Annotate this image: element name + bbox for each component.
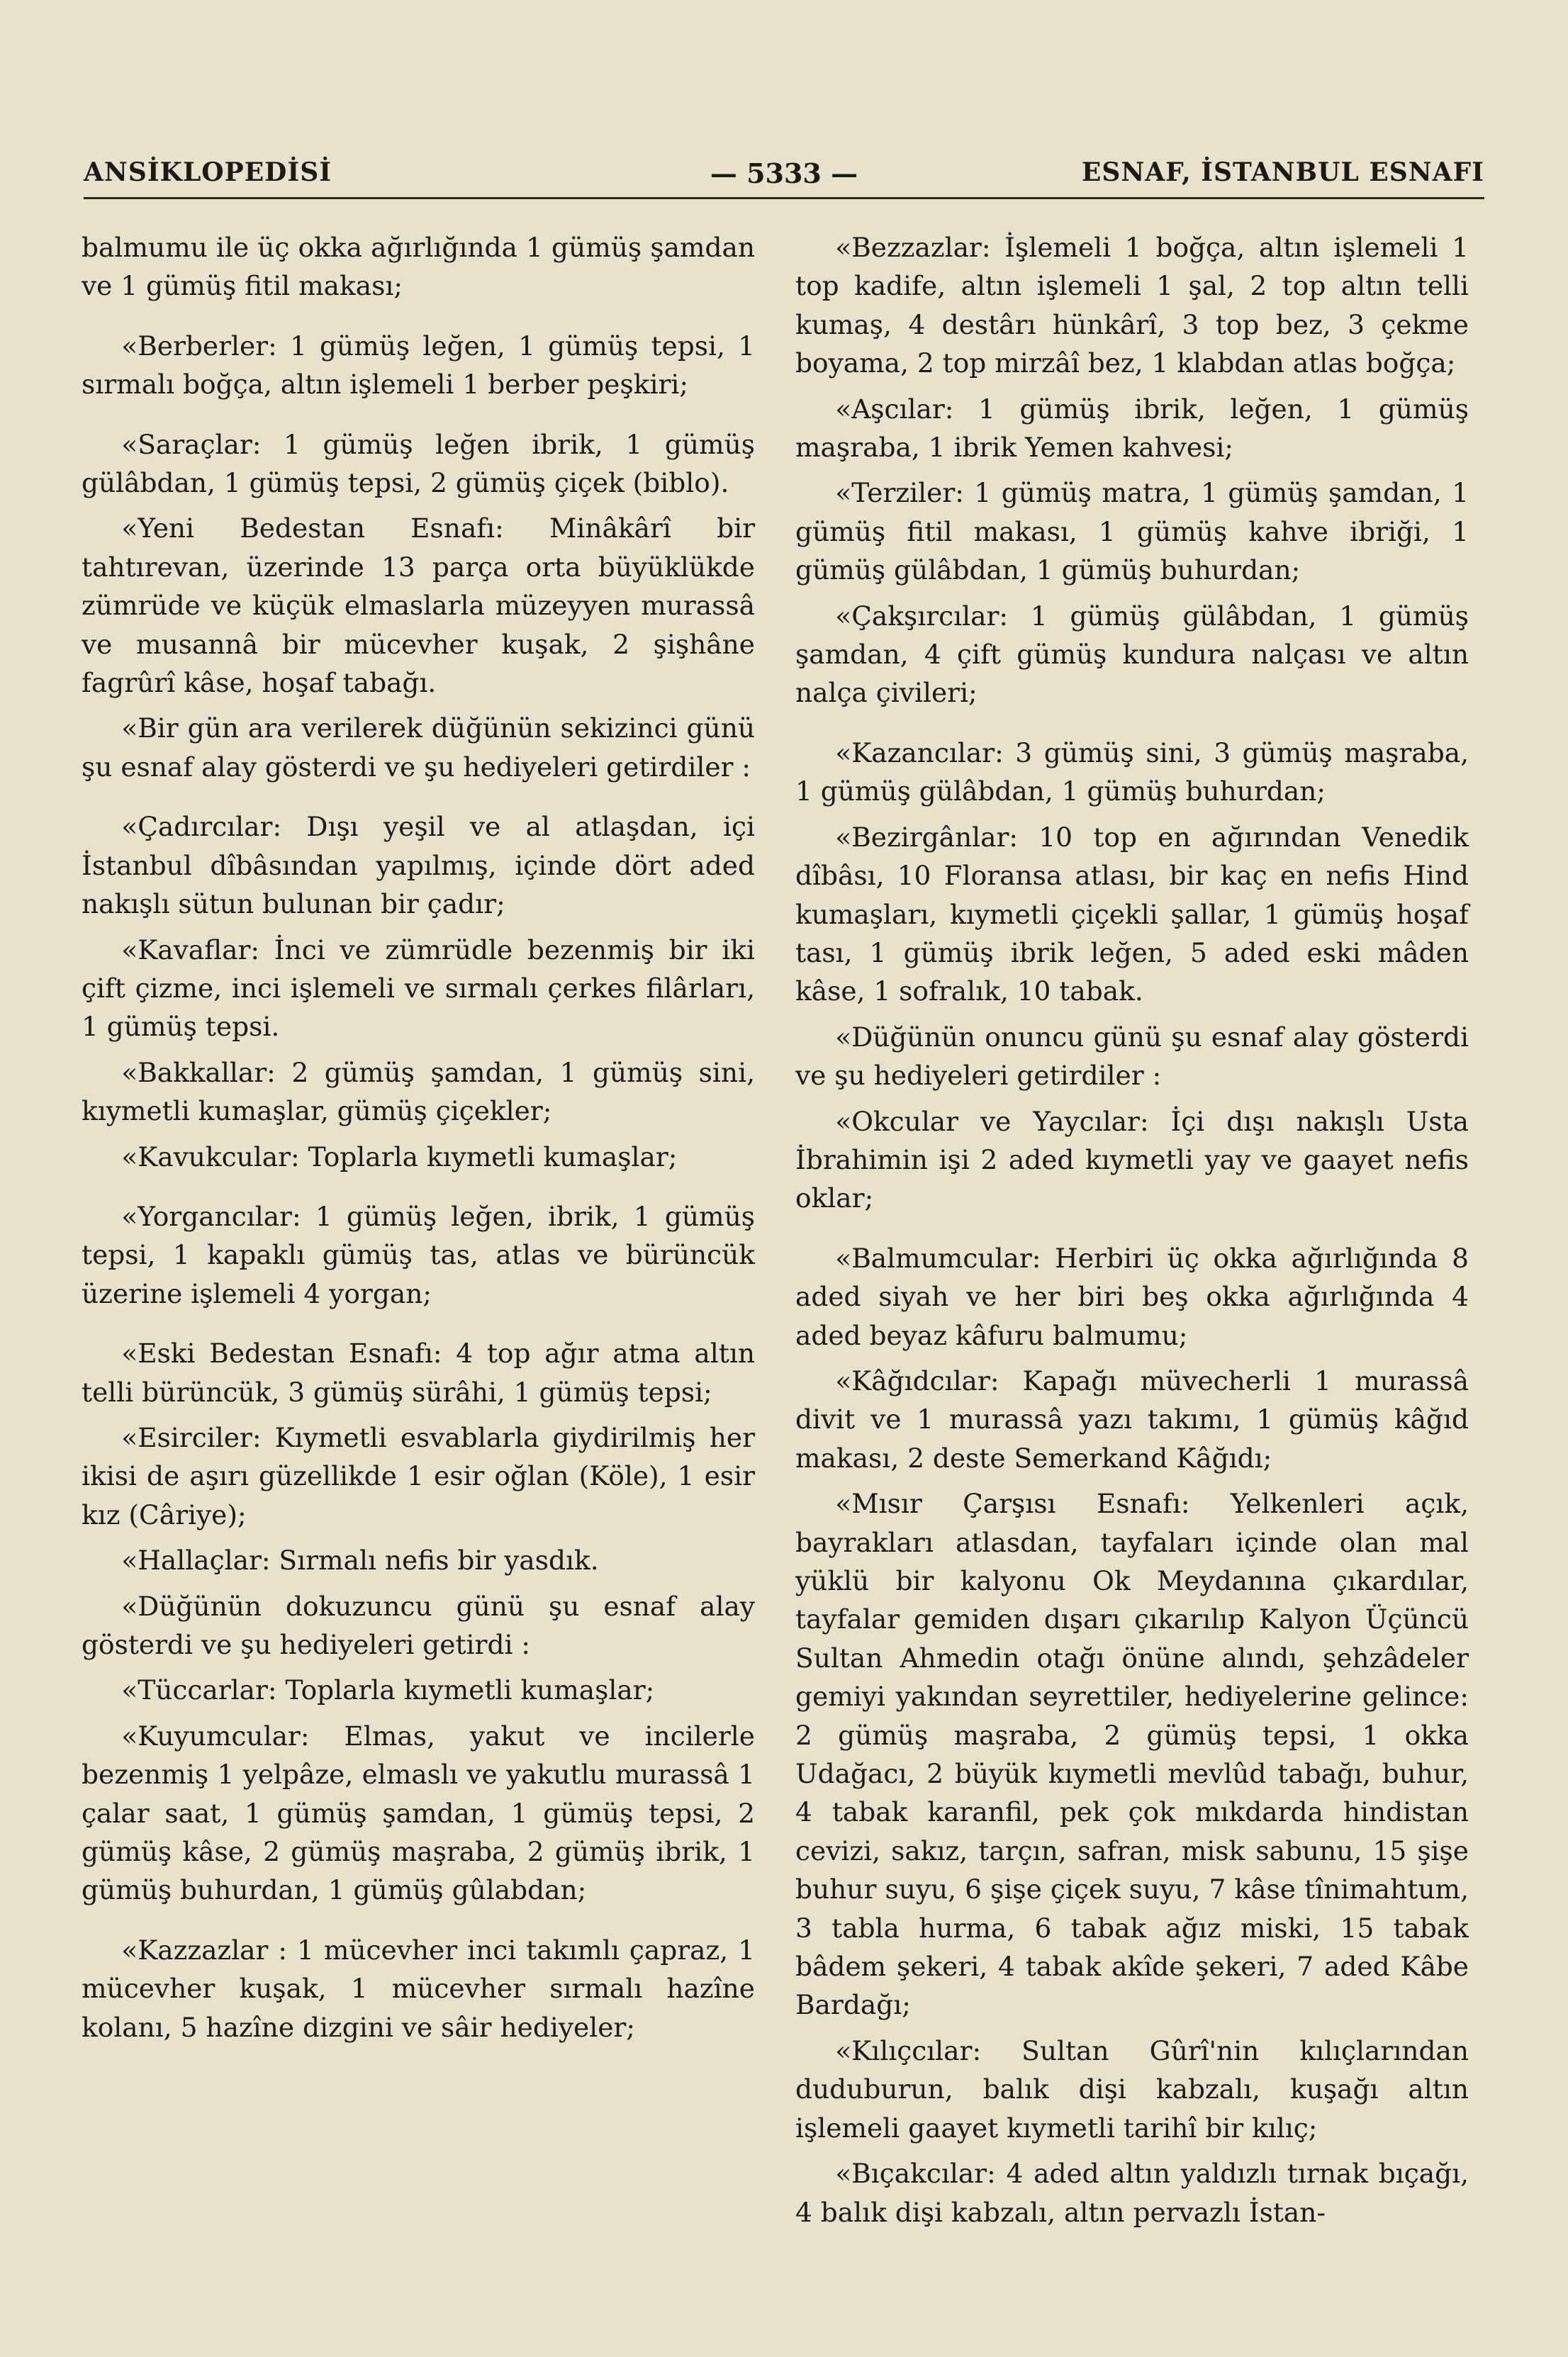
- paragraph: balmumu ile üç okka ağırlığında 1 gümüş şamdan ve 1 gümüş fitil makası;: [82, 232, 755, 302]
- paragraph: «Aşcılar: 1 gümüş ibrik, leğen, 1 gümüş maşraba, 1 ibrik Yemen kahvesi;: [795, 393, 1469, 464]
- paragraph: «Düğünün dokuzuncu günü şu esnaf alay gösterdi ve şu hediyeleri getirdi :: [82, 1590, 755, 1660]
- paragraph: «Çakşırcılar: 1 gümüş gülâbdan, 1 gümüş şamdan, 4 çift gümüş kundura nalçası ve altın nalça çivileri;: [795, 600, 1469, 709]
- paragraph: «Kavaflar: İnci ve zümrüdle bezenmiş bir iki çift çizme, inci işlemeli ve sırmalı çerkes filârları, 1 gümüş tepsi.: [82, 934, 755, 1043]
- paragraph: «Düğünün onuncu günü şu esnaf alay gösterdi ve şu hediyeleri getirdiler :: [795, 1021, 1469, 1092]
- paragraph: «Yorgancılar: 1 gümüş leğen, ibrik, 1 gümüş tepsi, 1 kapaklı gümüş tas, atlas ve bürüncük üzerine işlemeli 4 yorgan;: [82, 1200, 755, 1309]
- paragraph: «Bezirgânlar: 10 top en ağırından Venedik dîbâsı, 10 Floransa atlası, bir kaç en nefis Hind kumaşları, kıymetli çiçekli şallar, 1 gümüş hoşaf tası, 1 gümüş ibrik leğen, 5 aded eski mâden kâse, 1 sofralık, 10 tabak.: [795, 821, 1469, 1007]
- header-right-title: ESNAF, İSTANBUL ESNAFI: [1081, 157, 1484, 187]
- paragraph: «Tüccarlar: Toplarla kıymetli kumaşlar;: [121, 1674, 655, 1706]
- header-rule: [84, 197, 1484, 199]
- running-header: [84, 157, 1484, 200]
- paragraph: «Çadırcılar: Dışı yeşil ve al atlaşdan, içi İstanbul dîbâsından yapılmış, içinde dört aded nakışlı sütun bulunan bir çadır;: [82, 811, 755, 920]
- header-left-title: ANSİKLOPEDİSİ: [84, 157, 332, 187]
- paragraph: «Terziler: 1 gümüş matra, 1 gümüş şamdan, 1 gümüş fitil makası, 1 gümüş kahve ibriği, 1 gümüş gülâbdan, 1 gümüş buhurdan;: [795, 477, 1469, 586]
- right-column: [795, 228, 1469, 2239]
- paragraph: «Bakkallar: 2 gümüş şamdan, 1 gümüş sini, kıymetli kumaşlar, gümüş çiçekler;: [82, 1056, 755, 1127]
- paragraph: «Bıçakcılar: 4 aded altın yaldızlı tırnak bıçağı, 4 balık dişi kabzalı, altın pervazlı İstan-: [795, 2158, 1469, 2228]
- paragraph: «Yeni Bedestan Esnafı: Minâkârî bir tahtırevan, üzerinde 13 parça orta büyüklükde zümrüde ve küçük elmaslarla müzeyyen murassâ ve musannâ bir mücevher kuşak, 2 şişhâne fagrûrî kâse, hoşaf tabağı.: [82, 513, 755, 699]
- paragraph: «Okcular ve Yaycılar: İçi dışı nakışlı Usta İbrahimin işi 2 aded kıymetli yay ve gaayet nefis oklar;: [795, 1105, 1469, 1214]
- paragraph: «Kuyumcular: Elmas, yakut ve incilerle bezenmiş 1 yelpâze, elmaslı ve yakutlu murassâ 1 çalar saat, 1 gümüş şamdan, 1 gümüş tepsi, 2 gümüş kâse, 2 gümüş maşraba, 2 gümüş ibrik, 1 gümüş buhurdan, 1 gümüş gûlabdan;: [82, 1720, 755, 1906]
- paragraph: «Kavukcular: Toplarla kıymetli kumaşlar;: [121, 1141, 678, 1172]
- left-column: [82, 228, 755, 2054]
- paragraph: «Mısır Çarşısı Esnafı: Yelkenleri açık, bayrakları atlasdan, tayfaları içinde olan mal yüklü bir kalyonu Ok Meydanına çıkardılar, tayfalar gemiden dışarı çıkarılıp Kalyon Üçüncü Sultan Ahmedin otağı önüne alındı, şehzâdeler gemiyi yakından seyrettiler, hediyelerine gelince: 2 gümüş maşraba, 2 gümüş tepsi, 1 okka Udağacı, 2 büyük kıymetli mevlûd tabağı, buhur, 4 tabak karanfil, pek çok mıkdarda hindistan cevizi, sakız, tarçın, safran, misk sabunu, 15 şişe buhur suyu, 6 şişe çiçek suyu, 7 kâse tînimahtum, 3 tabla hurma, 6 tabak ağız miski, 15 tabak bâdem şekeri, 4 tabak akîde şekeri, 7 aded Kâbe Bardağı;: [795, 1488, 1469, 2021]
- paragraph: «Kâğıdcılar: Kapağı müvecherli 1 murassâ divit ve 1 murassâ yazı takımı, 1 gümüş kâğıd makası, 2 deste Semerkand Kâğıdı;: [795, 1365, 1469, 1474]
- paragraph: «Saraçlar: 1 gümüş leğen ibrik, 1 gümüş gülâbdan, 1 gümüş tepsi, 2 gümüş çiçek (biblo).: [82, 428, 755, 499]
- paragraph: «Bir gün ara verilerek düğünün sekizinci günü şu esnaf alay gösterdi ve şu hediyeleri getirdiler :: [82, 712, 755, 783]
- paragraph: «Berberler: 1 gümüş leğen, 1 gümüş tepsi, 1 sırmalı boğça, altın işlemeli 1 berber peşkiri;: [82, 330, 755, 401]
- paragraph: «Balmumcular: Herbiri üç okka ağırlığında 8 aded siyah ve her biri beş okka ağırlığında 4 aded beyaz kâfuru balmumu;: [795, 1242, 1469, 1351]
- paragraph: «Eski Bedestan Esnafı: 4 top ağır atma altın telli bürüncük, 3 gümüş sürâhi, 1 gümüş tepsi;: [82, 1338, 755, 1408]
- paragraph: «Kazzazlar : 1 mücevher inci takımlı çapraz, 1 mücevher kuşak, 1 mücevher sırmalı hazîne kolanı, 5 hazîne dizgini ve sâir hediyeler;: [82, 1934, 755, 2043]
- paragraph: «Kılıçcılar: Sultan Gûrî'nin kılıçlarından duduburun, balık dişi kabzalı, kuşağı altın işlemeli gaayet kıymetli tarihî bir kılıç;: [795, 2034, 1469, 2144]
- paragraph: «Bezzazlar: İşlemeli 1 boğça, altın işlemeli 1 top kadife, altın işlemeli 1 şal, 2 top altın telli kumaş, 4 destârı hünkârî, 3 top bez, 3 çekme boyama, 2 top mirzâî bez, 1 klabdan atlas boğça;: [795, 232, 1469, 379]
- paragraph: «Hallaçlar: Sırmalı nefis bir yasdık.: [121, 1545, 599, 1577]
- paragraph: «Esirciler: Kıymetli esvablarla giydirilmiş her ikisi de aşırı güzellikde 1 esir oğlan (Köle), 1 esir kız (Câriye);: [82, 1421, 755, 1530]
- paragraph: «Kazancılar: 3 gümüş sini, 3 gümüş maşraba, 1 gümüş gülâbdan, 1 gümüş buhurdan;: [795, 737, 1469, 807]
- page-number: — 5333 —: [710, 157, 858, 189]
